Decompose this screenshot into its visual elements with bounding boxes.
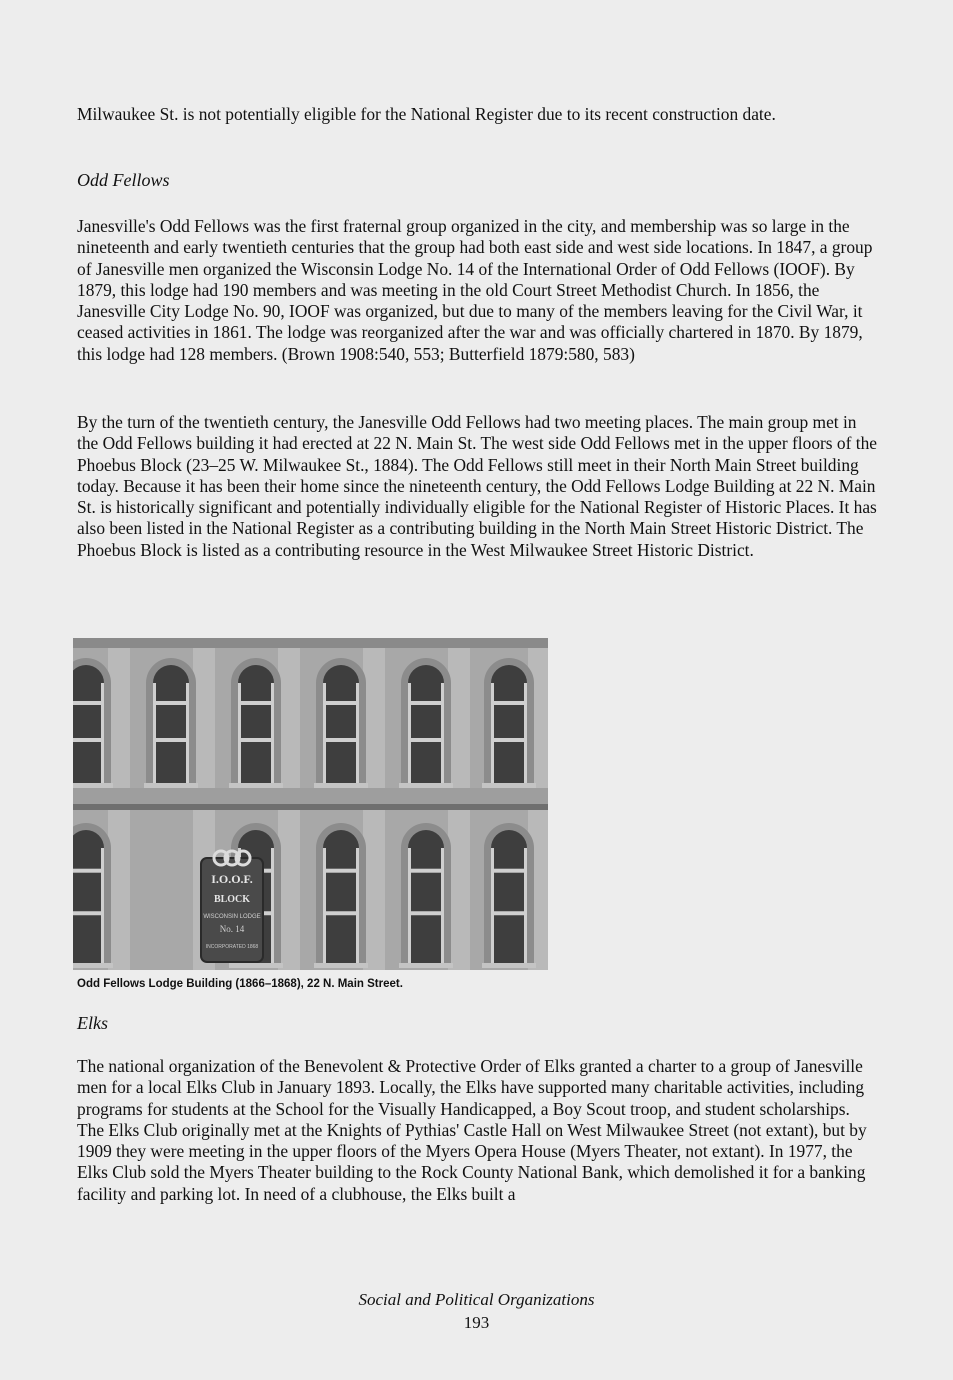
page-number: 193 xyxy=(463,1313,490,1332)
plaque-line-3: WISCONSIN LODGE xyxy=(203,914,261,920)
photo-caption: Odd Fellows Lodge Building (1866–1868), 22 N. Main Street. xyxy=(77,978,403,990)
paragraph-intro: Milwaukee St. is not potentially eligible for the National Register due to its recent construction date. xyxy=(77,104,776,124)
upper-window xyxy=(314,658,368,788)
footer-section-title: Social and Political Organizations xyxy=(358,1290,595,1309)
upper-window xyxy=(144,658,198,788)
lower-window xyxy=(399,823,453,968)
plaque-line-2: BLOCK xyxy=(213,894,251,905)
iof-plaque xyxy=(201,851,263,962)
odd-fellows-building-photo xyxy=(73,638,548,970)
paragraph-odd-fellows-buildings: By the turn of the twentieth century, the Janesville Odd Fellows had two meeting places. The main group met in the Odd Fellows building it had erected at 22 N. Main St. The west side Odd Fellows met in the upper floors of the Phoebus Block (23–25 W. Milwaukee St., 1884). The Odd Fellows still meet in their North Main Street building today. Because it has been their home since the nineteenth century, the Odd Fellows Lodge Building at 22 N. Main St. is historically significant and potentially individually eligible for the National Register of Historic Places. It has also been listed in the National Register as a contributing building in the North Main Street Historic District. The Phoebus Block is listed as a contributing resource in the West Milwaukee Street Historic District. xyxy=(77,412,878,560)
upper-window xyxy=(229,658,283,788)
upper-window xyxy=(73,658,113,788)
lower-window xyxy=(482,823,536,968)
paragraph-elks: The national organization of the Benevolent & Protective Order of Elks granted a charter to a group of Janesville men for a local Elks Club in January 1893. Locally, the Elks have supported many charitable activities, including programs for students at the School for the Visually Handicapped, a Boy Scout troop, and student scholarships. The Elks Club originally met at the Knights of Pythias' Castle Hall on West Milwaukee Street (not extant), but by 1909 they were meeting in the upper floors of the Myers Opera House (Myers Theater, not extant). In 1977, the Elks Club sold the Myers Theater building to the Rock County National Bank, which demolished it for a banking facility and parking lot. In need of a clubhouse, the Elks built a xyxy=(77,1056,867,1204)
plaque-line-5: INCORPORATED 1868 xyxy=(205,944,259,950)
heading-elks: Elks xyxy=(77,1013,108,1033)
lower-window xyxy=(73,823,113,968)
upper-window xyxy=(399,658,453,788)
upper-window xyxy=(482,658,536,788)
building-facade-image xyxy=(73,638,548,970)
heading-odd-fellows: Odd Fellows xyxy=(77,170,170,190)
plaque-line-4: No. 14 xyxy=(219,924,245,934)
lower-window xyxy=(314,823,368,968)
paragraph-odd-fellows-history: Janesville's Odd Fellows was the first fraternal group organized in the city, and membership was so large in the nineteenth and early twentieth centuries that the group had both east side and west side locations. In 1847, a group of Janesville men organized the Wisconsin Lodge No. 14 of the International Order of Odd Fellows (IOOF). By 1879, this lodge had 190 members and was meeting in the old Court Street Methodist Church. In 1856, the Janesville City Lodge No. 90, IOOF was organized, but due to many of the members leaving for the Civil War, it ceased activities in 1861. The lodge was reorganized after the war and was officially chartered in 1870. By 1879, this lodge had 128 members. (Brown 1908:540, 553; Butterfield 1879:580, 583) xyxy=(77,216,873,364)
plaque-line-1: I.O.O.F. xyxy=(211,872,253,886)
